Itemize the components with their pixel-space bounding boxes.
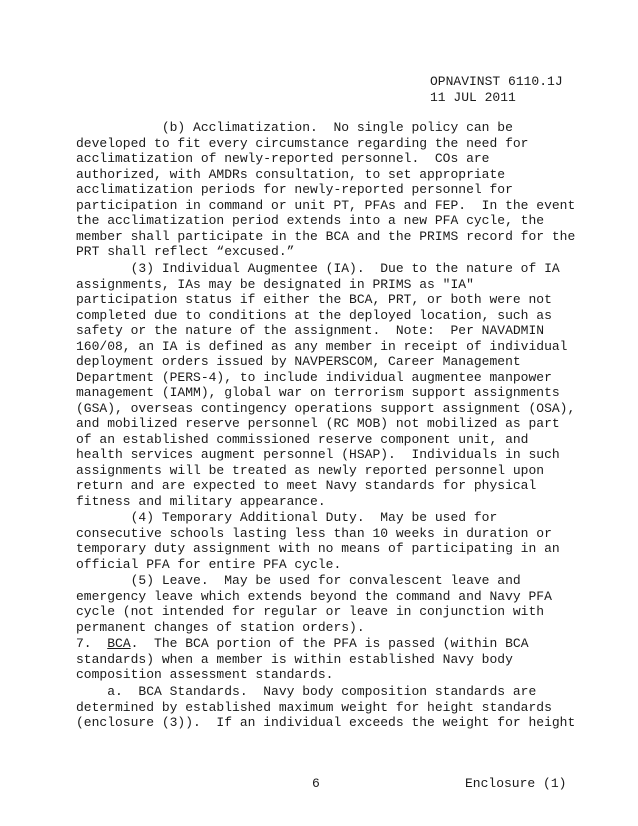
text-line: health services augment personnel (HSAP). Individuals in such <box>76 447 560 462</box>
text-line: official PFA for entire PFA cycle. <box>76 556 342 572</box>
text-line: developed to fit every circumstance regarding the need for <box>76 135 529 151</box>
text-line: (b) Acclimatization. No single policy can be <box>76 120 513 135</box>
text-line: temporary duty assignment with no means of participating in an <box>76 541 560 556</box>
instruction-date: 11 JUL 2011 <box>430 89 516 105</box>
text-line: acclimatization of newly-reported personnel. COs are <box>76 151 490 166</box>
text-line: participation in command or unit PT, PFAs and FEP. In the event <box>76 197 576 213</box>
text-line: fitness and military appearance. <box>76 493 326 509</box>
text-line: safety or the nature of the assignment. Note: Per NAVADMIN <box>76 323 545 338</box>
text-line: return and are expected to meet Navy standards for physical <box>76 478 537 493</box>
text-line: (5) Leave. May be used for convalescent leave and <box>76 573 521 588</box>
text-line: the acclimatization period extends into a new PFA cycle, the <box>76 213 545 228</box>
text-line: (GSA), overseas contingency operations support assignment (OSA), <box>76 400 576 416</box>
text-line: member shall participate in the BCA and the PRIMS record for the <box>76 228 576 244</box>
text-line: Department (PERS-4), to include individual augmentee manpower <box>76 369 552 385</box>
text-line: deployment orders issued by NAVPERSCOM, Career Management <box>76 354 521 369</box>
text-line: (4) Temporary Additional Duty. May be used for <box>76 510 498 525</box>
text-line: assignments will be treated as newly reported personnel upon <box>76 462 545 478</box>
page-number: 6 <box>312 776 320 791</box>
text-line: management (IAMM), global war on terrorism support assignments <box>76 385 560 400</box>
text-line: 160/08, an IA is defined as any member in receipt of individual <box>76 338 568 354</box>
text-line: emergency leave which extends beyond the command and Navy PFA <box>76 588 552 604</box>
text-line: determined by established maximum weight for height standards <box>76 699 552 715</box>
text-line: PRT shall reflect “excused.” <box>76 244 295 259</box>
section-7-heading-line <box>76 636 529 652</box>
text-line: acclimatization periods for newly-reported personnel for <box>76 182 513 197</box>
text-line: completed due to conditions at the deployed location, such as <box>76 307 552 323</box>
text-line: authorized, with AMDRs consultation, to set appropriate <box>76 166 506 182</box>
document-header <box>430 74 563 105</box>
text-line: consecutive schools lasting less than 10 weeks in duration or <box>76 525 552 541</box>
text-line: a. BCA Standards. Navy body composition standards are <box>76 684 537 699</box>
text-line: composition assessment standards. <box>76 667 334 682</box>
section-text: . The BCA portion of the PFA is passed (within BCA <box>130 636 529 651</box>
instruction-number: OPNAVINST 6110.1J <box>430 74 563 89</box>
section-title: BCA <box>107 636 131 651</box>
text-line: (enclosure (3)). If an individual exceeds the weight for height <box>76 715 576 730</box>
text-line: (3) Individual Augmentee (IA). Due to the nature of IA <box>76 261 560 276</box>
enclosure-label: Enclosure (1) <box>465 776 567 791</box>
text-line: and mobilized reserve personnel (RC MOB) not mobilized as part <box>76 416 560 431</box>
text-line: standards) when a member is within established Navy body <box>76 651 513 667</box>
section-number: 7. <box>76 636 108 651</box>
text-line: of an established commissioned reserve component unit, and <box>76 431 529 447</box>
text-line: cycle (not intended for regular or leave in conjunction with <box>76 604 545 619</box>
text-line: participation status if either the BCA, PRT, or both were not <box>76 292 552 307</box>
text-line: permanent changes of station orders). <box>76 619 365 635</box>
text-line: assignments, IAs may be designated in PRIMS as "IA" <box>76 276 474 292</box>
